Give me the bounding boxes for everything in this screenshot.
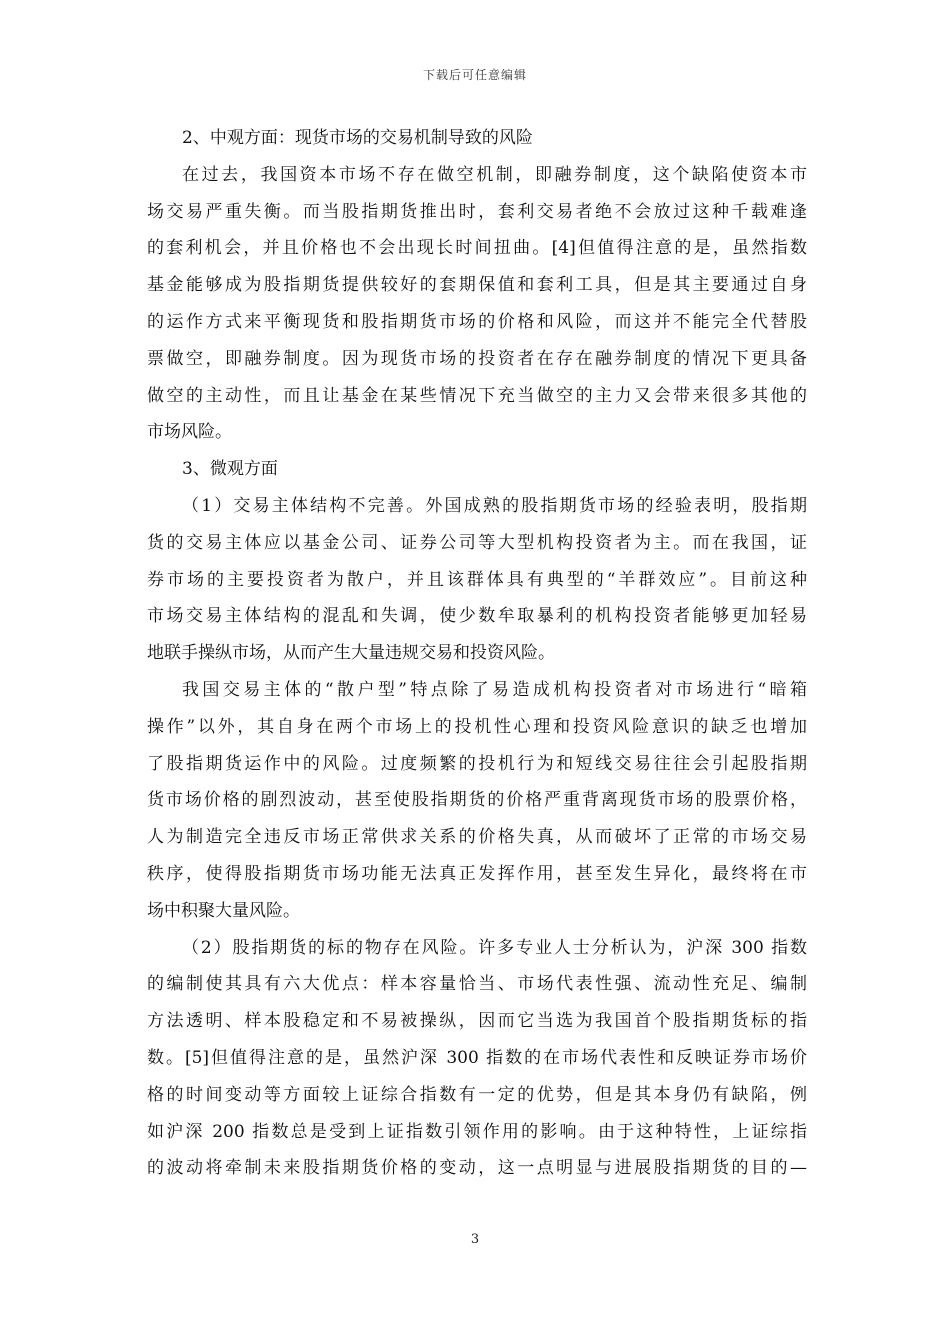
text-line: 秩序，使得股指期货市场功能无法真正发挥作用，甚至发生异化，最终将在市: [147, 863, 807, 884]
text-line: 格的时间变动等方面较上证综合指数有一定的优势，但是其本身仍有缺陷，例: [147, 1084, 807, 1105]
text-line: 场中积聚大量风险。: [147, 900, 300, 921]
text-line: 如沪深 200 指数总是受到上证指数引领作用的影响。由于这种特性，上证综指: [147, 1121, 807, 1142]
text-line: （2）股指期货的标的物存在风险。许多专业人士分析认为，沪深 300 指数: [182, 937, 807, 958]
text-line: 货市场价格的剧烈波动，甚至使股指期货的价格严重背离现货市场的股票价格，: [147, 790, 807, 811]
text-line: 票做空，即融券制度。因为现货市场的投资者在存在融券制度的情况下更具备: [147, 348, 807, 369]
text-line: 市场风险。: [147, 422, 232, 443]
text-line: 券市场的主要投资者为散户，并且该群体具有典型的“羊群效应”。目前这种: [147, 569, 807, 590]
text-line: 的波动将牵制未来股指期货价格的变动，这一点明显与进展股指期货的目的—: [147, 1158, 807, 1179]
text-line: 的运作方式来平衡现货和股指期货市场的价格和风险，而这并不能完全代替股: [147, 311, 807, 332]
text-line: 在过去，我国资本市场不存在做空机制，即融券制度，这个缺陷使资本市: [182, 164, 807, 185]
text-line: 方法透明、样本股稳定和不易被操纵，因而它当选为我国首个股指期货标的指: [147, 1011, 807, 1032]
page-number: 3: [470, 1232, 480, 1247]
text-line: 基金能够成为股指期货提供较好的套期保值和套利工具，但是其主要通过自身: [147, 275, 807, 296]
text-line: 的编制使其具有六大优点：样本容量恰当、市场代表性强、流动性充足、编制: [147, 974, 807, 995]
text-line: 操作”以外，其自身在两个市场上的投机性心理和投资风险意识的缺乏也增加: [147, 716, 807, 737]
text-line: 场交易严重失衡。而当股指期货推出时，套利交易者绝不会放过这种千载难逢: [147, 201, 807, 222]
text-line: 货的交易主体应以基金公司、证券公司等大型机构投资者为主。而在我国，证: [147, 532, 807, 553]
text-line: 3、微观方面: [182, 459, 278, 480]
text-line: 人为制造完全违反市场正常供求关系的价格失真，从而破坏了正常的市场交易: [147, 827, 807, 848]
text-line: 地联手操纵市场，从而产生大量违规交易和投资风险。: [147, 643, 555, 664]
text-line: 数。[5]但值得注意的是，虽然沪深 300 指数的在市场代表性和反映证券市场价: [147, 1047, 807, 1068]
page-header: 下载后可任意编辑: [422, 68, 527, 82]
text-line: 2、中观方面：现货市场的交易机制导致的风险: [182, 128, 533, 148]
text-line: （1）交易主体结构不完善。外国成熟的股指期货市场的经验表明，股指期: [182, 495, 807, 516]
text-line: 的套利机会，并且价格也不会出现长时间扭曲。[4]但值得注意的是，虽然指数: [147, 238, 807, 259]
body-text: [147, 120, 807, 1187]
text-line: 做空的主动性，而且让基金在某些情况下充当做空的主力又会带来很多其他的: [147, 385, 807, 406]
text-line: 市场交易主体结构的混乱和失调，使少数牟取暴利的机构投资者能够更加轻易: [147, 606, 807, 627]
text-line: 了股指期货运作中的风险。过度频繁的投机行为和短线交易往往会引起股指期: [147, 753, 807, 774]
text-line: 我国交易主体的“散户型”特点除了易造成机构投资者对市场进行“暗箱: [182, 679, 807, 700]
